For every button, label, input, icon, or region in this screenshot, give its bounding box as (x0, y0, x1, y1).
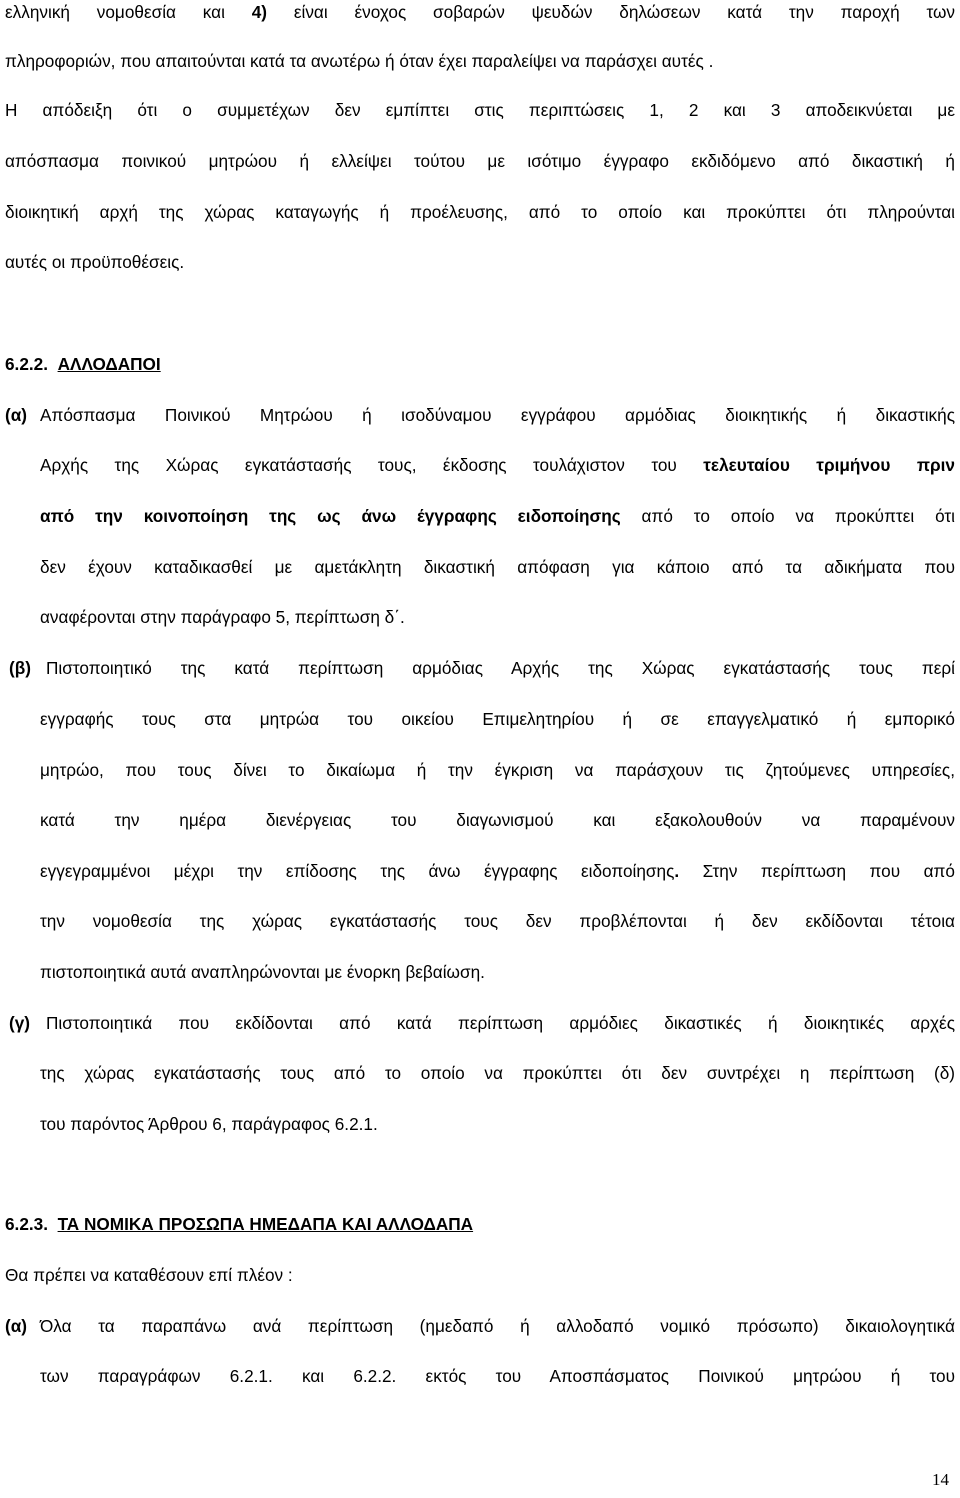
text-run: είναι ένοχος σοβαρών ψευδών δηλώσεων κατά την παροχή των (267, 2, 955, 22)
item-label: (α) (5, 1316, 28, 1336)
item-line: μητρώο, που τους δίνει το δικαίωμα ή την έγκριση να παράσχουν τις ζητούμενες υπηρεσίες, (40, 760, 955, 780)
item-label: (γ) (9, 1013, 31, 1033)
paragraph-line: αυτές οι προϋποθέσεις. (5, 252, 185, 272)
item-label: (α) (5, 405, 28, 425)
item-line: δεν έχουν καταδικασθεί με αμετάκλητη δικαστική απόφαση για κάποιο από τα αδικήματα που (40, 557, 955, 577)
item-label: (β) (9, 658, 31, 678)
item-line: της χώρας εγκατάστασής τους από το οποίο να προκύπτει ότι δεν συντρέχει η περίπτωση (δ) (40, 1063, 955, 1083)
item-line: πιστοποιητικά αυτά αναπληρώνονται με ένορκη βεβαίωση. (40, 962, 485, 982)
paragraph-line (5, 2, 955, 22)
item-line: Πιστοποιητικά που εκδίδονται από κατά περίπτωση αρμόδιες δικαστικές ή διοικητικές αρχές (46, 1013, 955, 1033)
item-line (40, 455, 955, 475)
text-run: Αρχής της Χώρας εγκατάστασής τους, έκδοσης τουλάχιστον του (40, 455, 704, 475)
paragraph-line: διοικητική αρχή της χώρας καταγωγής ή προέλευσης, από το οποίο και προκύπτει ότι πληρούνται (5, 202, 955, 222)
item-line: Πιστοποιητικό της κατά περίπτωση αρμόδιας Αρχής της Χώρας εγκατάστασής τους περί (46, 658, 955, 678)
text-run: ελληνική νομοθεσία και (5, 2, 252, 22)
section-intro: Θα πρέπει να καταθέσουν επί πλέον : (5, 1265, 293, 1285)
bold-text: . (674, 861, 680, 881)
paragraph-line: πληροφοριών, που απαιτούνται κατά τα ανωτέρω ή όταν έχει παραλείψει να παράσχει αυτές . (5, 51, 714, 71)
section-heading (5, 354, 161, 374)
bold-text: 4) (251, 2, 268, 22)
item-line (40, 506, 955, 526)
item-line: των παραγράφων 6.2.1. και 6.2.2. εκτός του Αποσπάσματος Ποινικού μητρώου ή του (40, 1366, 955, 1386)
item-line: Όλα τα παραπάνω ανά περίπτωση (ημεδαπό ή αλλοδαπό νομικό πρόσωπο) δικαιολογητικά (40, 1316, 955, 1336)
item-line: εγγραφής τους στα μητρώα του οικείου Επιμελητηρίου ή σε επαγγελματικό ή εμπορικό (40, 709, 955, 729)
text-run: εγγεγραμμένοι μέχρι την επίδοσης της άνω έγγραφης ειδοποίησης (40, 861, 675, 881)
paragraph-line: απόσπασμα ποινικού μητρώου ή ελλείψει τούτου με ισότιμο έγγραφο εκδιδόμενο από δικαστική ή (5, 151, 955, 171)
item-line: Απόσπασμα Ποινικού Μητρώου ή ισοδύναμου εγγράφου αρμόδιας διοικητικής ή δικαστικής (40, 405, 955, 425)
item-line: κατά την ημέρα διενέργειας του διαγωνισμού και εξακολουθούν να παραμένουν (40, 810, 955, 830)
page-number: 14 (932, 1470, 949, 1489)
item-line: του παρόντος Άρθρου 6, παράγραφος 6.2.1. (40, 1114, 378, 1134)
bold-text: τελευταίου τριμήνου πριν (703, 455, 955, 475)
text-run: από το οποίο να προκύπτει ότι (620, 506, 955, 526)
text-run: Στην περίπτωση που από (679, 861, 955, 881)
section-number: 6.2.2. (5, 354, 49, 374)
section-heading (5, 1214, 473, 1234)
section-title: ΑΛΛΟΔΑΠΟΙ (57, 354, 161, 374)
paragraph-line: Η απόδειξη ότι ο συμμετέχων δεν εμπίπτει στις περιπτώσεις 1, 2 και 3 αποδεικνύεται με (5, 100, 955, 120)
item-line: αναφέρονται στην παράγραφο 5, περίπτωση δ΄. (40, 607, 405, 627)
item-line (40, 861, 955, 881)
section-title: ΤΑ ΝΟΜΙΚΑ ΠΡΟΣΩΠΑ ΗΜΕΔΑΠΑ ΚΑΙ ΑΛΛΟΔΑΠΑ (57, 1214, 474, 1234)
bold-text: από την κοινοποίηση της ως άνω έγγραφης ειδοποίησης (40, 506, 621, 526)
item-line: την νομοθεσία της χώρας εγκατάστασής τους δεν προβλέπονται ή δεν εκδίδονται τέτοια (40, 911, 955, 931)
section-number: 6.2.3. (5, 1214, 49, 1234)
